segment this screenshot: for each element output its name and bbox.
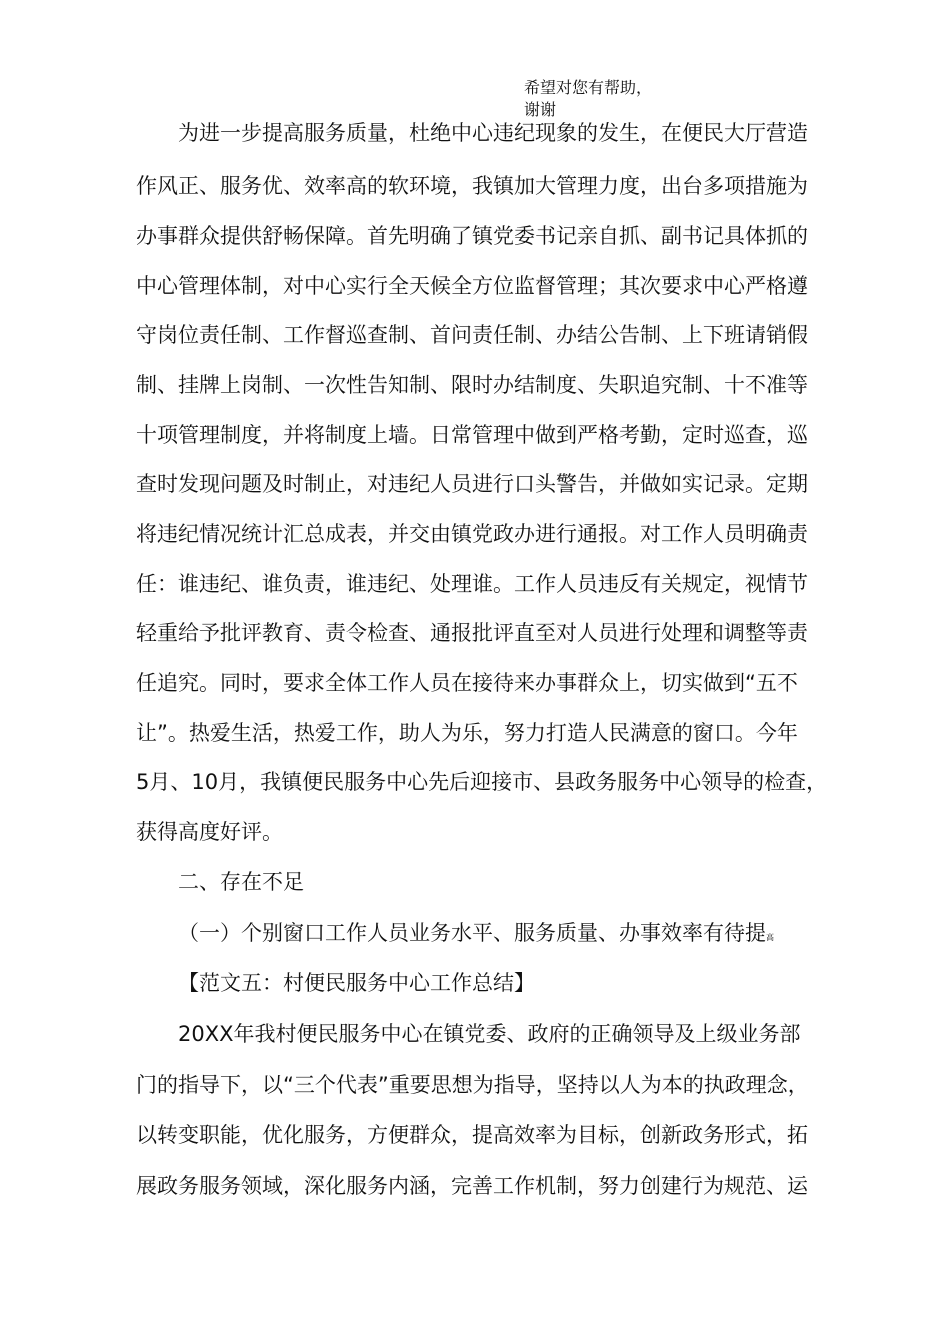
header-note	[524, 77, 652, 121]
header-note-line-1: 希望对您有帮助，	[524, 78, 653, 97]
paragraph-2-line: 门的指导下，以“三个代表”重要思想为指导，坚持以人为本的执政理念，	[136, 1073, 809, 1097]
subsection-1-text: （一）个别窗口工作人员业务水平、服务质量、办事效率有待提	[178, 921, 766, 945]
paragraph-2-line: 以转变职能，优化服务，方便群众，提高效率为目标，创新政务形式，拓	[136, 1123, 808, 1147]
paragraph-1-line: 让”。热爱生活，热爱工作，助人为乐，努力打造人民满意的窗口。今年	[136, 721, 798, 745]
paragraph-1-line: 守岗位责任制、工作督巡查制、首问责任制、办结公告制、上下班请销假	[136, 323, 808, 347]
paragraph-1-line: 中心管理体制，对中心实行全天候全方位监督管理；其次要求中心严格遵	[136, 274, 808, 298]
paragraph-1-line: 任追究。同时，要求全体工作人员在接待来办事群众上，切实做到“五不	[136, 671, 798, 695]
subsection-1-tail: 高	[766, 933, 774, 942]
header-note-line-2: 谢谢	[524, 100, 557, 119]
paragraph-1-line: 将违纪情况统计汇总成表，并交由镇党政办进行通报。对工作人员明确责	[136, 522, 808, 546]
section-2-heading: 二、存在不足	[178, 870, 304, 894]
paragraph-1-line: 轻重给予批评教育、责令检查、通报批评直至对人员进行处理和调整等责	[136, 621, 808, 645]
paragraph-1-line: 为进一步提高服务质量，杜绝中心违纪现象的发生，在便民大厅营造	[178, 121, 808, 145]
paragraph-2-line: 20XX年我村便民服务中心在镇党委、政府的正确领导及上级业务部	[178, 1022, 801, 1046]
paragraph-1-line: 作风正、服务优、效率高的软环境，我镇加大管理力度，出台多项措施为	[136, 174, 808, 198]
paragraph-1-line: 制、挂牌上岗制、一次性告知制、限时办结制度、失职追究制、十不准等	[136, 373, 808, 397]
paragraph-1-line: 办事群众提供舒畅保障。首先明确了镇党委书记亲自抓、副书记具体抓的	[136, 224, 808, 248]
paragraph-1-line: 获得高度好评。	[136, 820, 283, 844]
paragraph-1-line: 任：谁违纪、谁负责，谁违纪、处理谁。工作人员违反有关规定，视情节	[136, 572, 808, 596]
paragraph-1-line: 5月、10月，我镇便民服务中心先后迎接市、县政务服务中心领导的检查，	[136, 770, 828, 794]
sample-5-title: 【范文五：村便民服务中心工作总结】	[178, 971, 535, 995]
paragraph-2-line: 展政务服务领域，深化服务内涵，完善工作机制，努力创建行为规范、运	[136, 1174, 808, 1198]
subsection-1-heading	[178, 918, 774, 953]
paragraph-1-line: 十项管理制度，并将制度上墙。日常管理中做到严格考勤，定时巡查，巡	[136, 423, 808, 447]
paragraph-1-line: 查时发现问题及时制止，对违纪人员进行口头警告，并做如实记录。定期	[136, 472, 808, 496]
